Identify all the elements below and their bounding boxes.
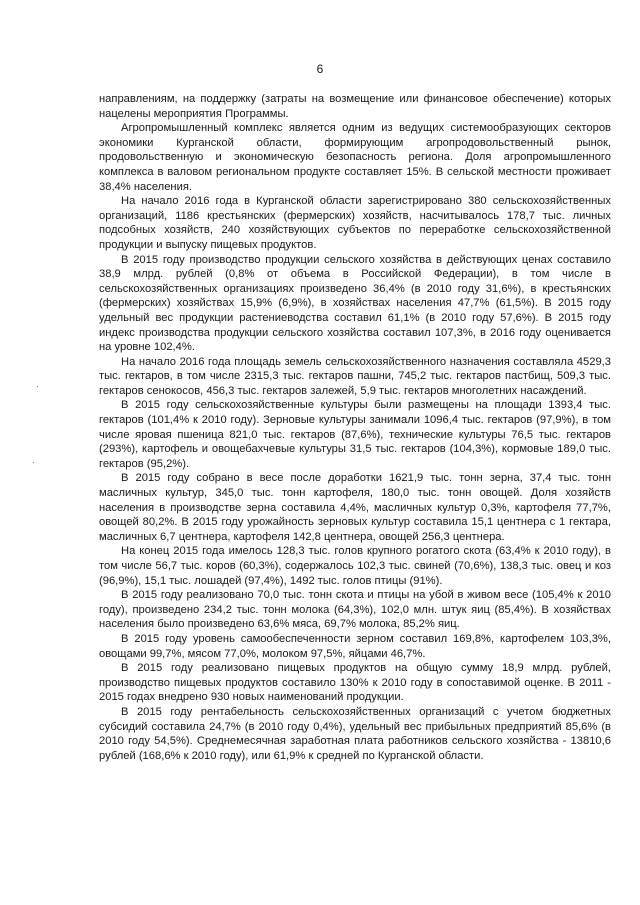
page-number: 6 xyxy=(316,62,324,76)
scan-speck xyxy=(37,386,38,387)
paragraph: В 2015 году собрано в весе после доработки 1621,9 тыс. тонн зерна, 37,4 тыс. тонн масличных культур, 345,0 тыс. тонн картофеля, 180,0 тыс. тонн овощей. Доля хозяйств населения в производстве зерна составила 4,4%, масличных культур 0,3%, картофеля 77,7%, овощей 80,2%. В 2015 году урожайность зерновых культур составила 15,1 центнера с 1 гектара, масличных 6,7 центнера, картофеля 142,8 центнера, овощей 256,3 центнера. xyxy=(99,472,611,543)
paragraph: Агропромышленный комплекс является одним из ведущих системообразующих секторов экономики Курганской области, формирующим агропродовольственный рынок, продовольственную и экономическую безопасность региона. Доля агропромышленного комплекса в валовом региональном продукте составляет 15%. В сельской местности проживает 38,4% населения. xyxy=(99,122,611,193)
paragraph: направлениям, на поддержку (затраты на возмещение или финансовое обеспечение) которых нацелены мероприятия Программы. xyxy=(99,93,611,120)
paragraph: В 2015 году реализовано 70,0 тыс. тонн скота и птицы на убой в живом весе (105,4% к 2010 году), произведено 234,2 тыс. тонн молока (64,3%), 102,0 млн. штук яиц (85,4%). В хозяйствах населения было произведено 63,6% мяса, 69,7% молока, 85,2% яиц. xyxy=(99,589,611,631)
document-body xyxy=(99,92,611,763)
paragraph: В 2015 году уровень самообеспеченности зерном составил 169,8%, картофелем 103,3%, овощами 99,7%, мясом 77,0%, молоком 97,5%, яйцами 46,7%. xyxy=(99,632,611,660)
paragraph: На конец 2015 года имелось 128,3 тыс. голов крупного рогатого скота (63,4% к 2010 году), в том числе 56,7 тыс. коров (60,3%), содержалось 102,3 тыс. свиней (70,6%), 138,3 тыс. овец и коз (96,9%), 15,1 тыс. лошадей (97,4%), 1492 тыс. голов птицы (91%). xyxy=(99,545,611,587)
paragraph: В 2015 году сельскохозяйственные культуры были размещены на площади 1393,4 тыс. гектаров (101,4% к 2010 году). Зерновые культуры занимали 1096,4 тыс. гектаров (97,9%), в том числе яровая пшеница 821,0 тыс. гектаров (87,6%), технические культуры 76,5 тыс. гектаров (293%), картофель и овощебахчевые культуры 31,5 тыс. гектаров (104,3%), кормовые 189,0 тыс. гектаров (95,2%). xyxy=(99,399,611,470)
paragraph: В 2015 году производство продукции сельского хозяйства в действующих ценах составило 38,9 млрд. рублей (0,8% от объема в Российской Федерации), в том числе в сельскохозяйственных организациях произведено 36,4% (в 2010 году 31,6%), в крестьянских (фермерских) хозяйствах 15,9% (6,9%), в хозяйствах населения 47,7% (61,5%). В 2015 году удельный вес продукции растениеводства составил 61,1% (в 2010 году 57,6%). В 2015 году индекс производства продукции сельского хозяйства составил 107,3%, в 2016 году оценивается на уровне 102,4%. xyxy=(99,253,611,354)
paragraph: На начало 2016 года в Курганской области зарегистрировано 380 сельскохозяйственных организаций, 1186 крестьянских (фермерских) хозяйств, насчитывалось 178,7 тыс. личных подсобных хозяйств, 240 хозяйствующих субъектов по переработке сельскохозяйственной продукции и выпуску пищевых продуктов. xyxy=(99,195,611,251)
paragraph: В 2015 году рентабельность сельскохозяйственных организаций с учетом бюджетных субсидий составила 24,7% (в 2010 году 0,4%), удельный вес прибыльных предприятий 85,6% (в 2010 году 54,5%). Среднемесячная заработная плата работников сельского хозяйства - 13810,6 рублей (168,6% к 2010 году), или 61,9% к средней по Курганской области. xyxy=(99,705,611,762)
paragraph: На начало 2016 года площадь земель сельскохозяйственного назначения составляла 4529,3 тыс. гектаров, в том числе 2315,3 тыс. гектаров пашни, 745,2 тыс. гектаров пастбищ, 509,3 тыс. гектаров сенокосов, 456,3 тыс. гектаров залежей, 5,9 тыс. гектаров многолетних насаждений. xyxy=(99,355,611,397)
paragraph: В 2015 году реализовано пищевых продуктов на общую сумму 18,9 млрд. рублей, производство пищевых продуктов составило 130% к 2010 году в сопоставимой оценке. В 2011 - 2015 годах внедрено 930 новых наименований продукции. xyxy=(99,662,611,704)
scan-speck xyxy=(33,462,34,463)
